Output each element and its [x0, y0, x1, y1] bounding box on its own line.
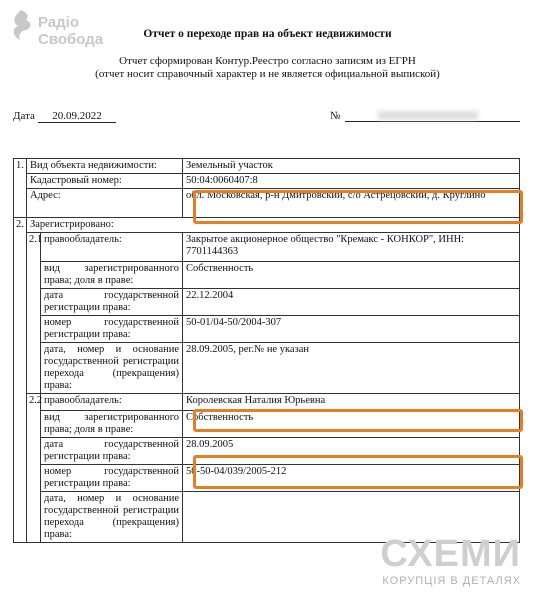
transfer-basis-value: 28.09.2005, рег.№ не указан [183, 343, 520, 394]
reg-date-highlight [193, 455, 523, 489]
section-number: 2. [14, 218, 27, 543]
reg-date-value: 22.12.2004 [183, 289, 520, 316]
table-row [14, 174, 520, 189]
object-type-label: Вид объекта недвижимости: [27, 159, 183, 174]
right-kind-value: Собственность [183, 411, 520, 438]
logo-line2: Свобода [38, 31, 104, 48]
table-row [14, 159, 520, 174]
right-kind-value: Собственность [183, 262, 520, 289]
table-row [14, 289, 520, 316]
reg-number-value: 50-50-04/039/2005-212 [183, 465, 520, 492]
address-label: Адрес: [27, 189, 183, 218]
redacted-number [378, 111, 478, 120]
table-row [14, 316, 520, 343]
reg-number-value: 50-01/04-50/2004-307 [183, 316, 520, 343]
address-value: обл. Московская, р-н Дмитровский, с/о Астрецовский, д. Круглино [183, 189, 520, 218]
reg-date-value: 28.09.2005 [183, 438, 520, 465]
reg-date-label: дата государственной регистрации права: [41, 289, 183, 316]
address-highlight [193, 190, 523, 224]
right-kind-label: вид зарегистрированного права; доля в праве: [41, 262, 183, 289]
reg-number-label: номер государственной регистрации права: [41, 316, 183, 343]
holder-value: Закрытое акционерное общество "Кремакс - КОНКОР", ИНН: 7701144363 [183, 233, 520, 262]
holder-value: Королевская Наталия Юрьевна [183, 394, 520, 411]
number-label: № [330, 110, 341, 122]
watermark-title: СХЕМИ [380, 533, 521, 575]
report-subtitle: Отчет сформирован Контур.Реестро согласно записям из ЕГРН [119, 55, 416, 67]
cadastral-label: Кадастровый номер: [27, 174, 183, 189]
holder-label: правообладатель: [41, 394, 183, 411]
date-value: 20.09.2022 [38, 110, 116, 123]
owner-highlight [193, 409, 523, 432]
reg-number-label: номер государственной регистрации права: [41, 465, 183, 492]
holder-label: правообладатель: [41, 233, 183, 262]
registered-label: Зарегистрировано: [27, 218, 520, 233]
section-number: 1. [14, 159, 27, 218]
reg-date-label: дата государственной регистрации права: [41, 438, 183, 465]
logo-line1: Радіо [38, 14, 80, 31]
skhemy-watermark [380, 535, 521, 587]
entry-number: 2.2 [27, 394, 41, 543]
table-row [14, 233, 520, 262]
report-disclaimer: (отчет носит справочный характер и не является официальной выпиской) [95, 68, 440, 80]
report-title: Отчет о переходе прав на объект недвижимости [143, 28, 392, 40]
transfer-basis-label: дата, номер и основание государственной регистрации перехода (прекращения) права: [41, 492, 183, 543]
entry-number: 2.1 [27, 233, 41, 394]
cadastral-value: 50:04:0060407:8 [183, 174, 520, 189]
table-row [14, 262, 520, 289]
object-type-value: Земельный участок [183, 159, 520, 174]
table-row [14, 394, 520, 411]
transfer-basis-label: дата, номер и основание государственной регистрации перехода (прекращения) права: [41, 343, 183, 394]
table-row [14, 343, 520, 394]
date-label: Дата [13, 110, 35, 122]
number-underline [345, 121, 520, 122]
right-kind-label: вид зарегистрированного права; доля в праве: [41, 411, 183, 438]
watermark-tagline: КОРУПЦІЯ В ДЕТАЛЯХ [382, 575, 521, 587]
